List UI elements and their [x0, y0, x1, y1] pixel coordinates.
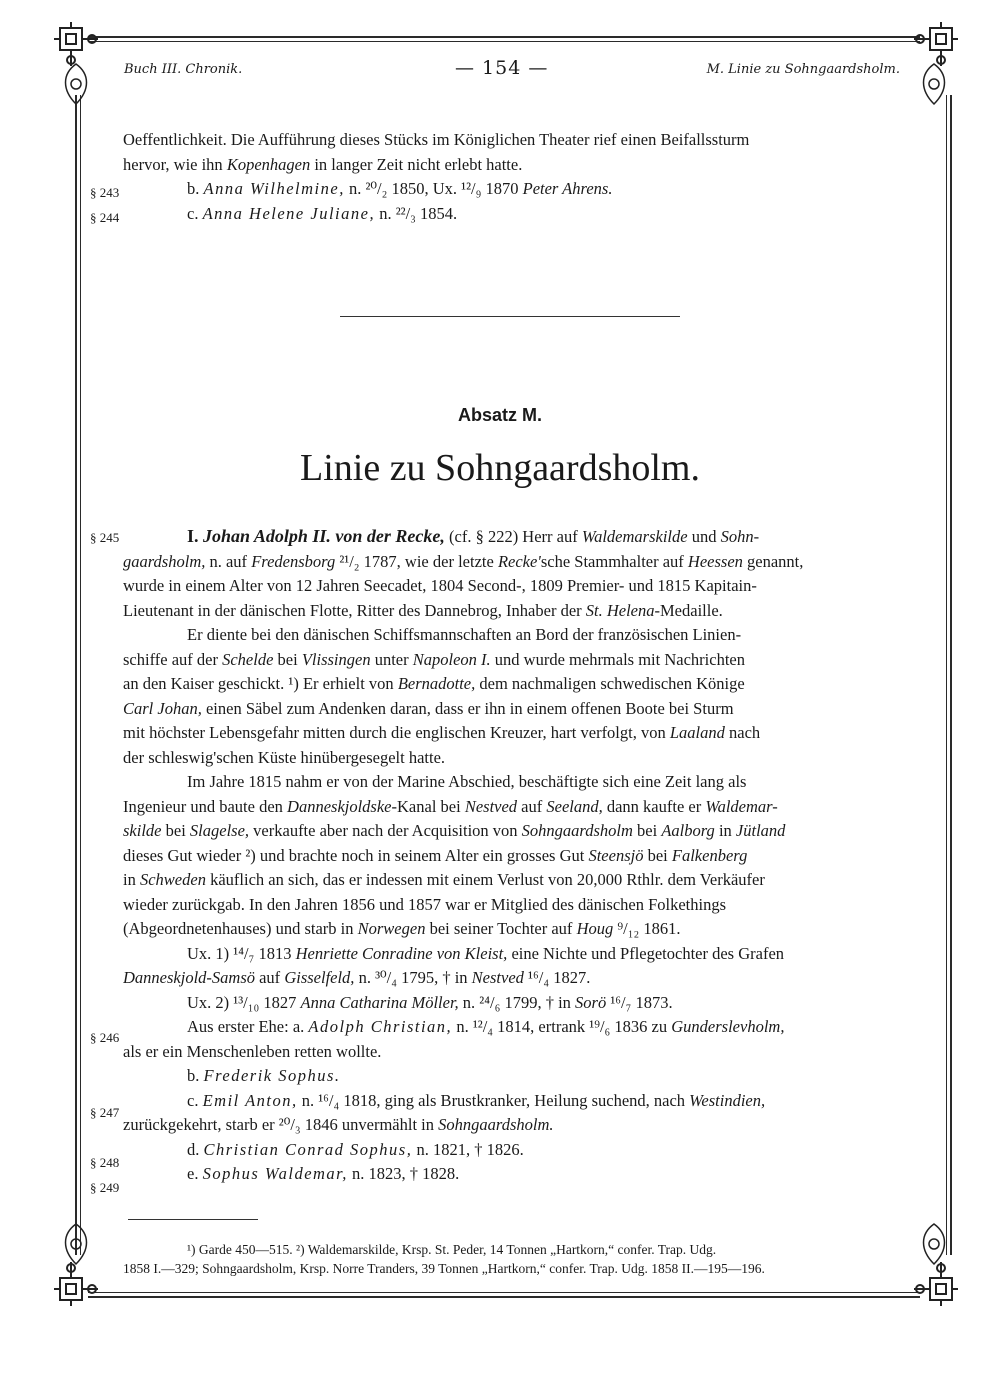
text-line: e. Sophus Waldemar, n. 1823, † 1828.: [187, 1164, 460, 1183]
text-line: der schleswig'schen Küste hinübergesegelt hatte.: [123, 747, 446, 767]
section-label: Absatz M.: [457, 405, 542, 425]
text-line: als er ein Menschenleben retten wollte.: [123, 1041, 382, 1061]
frame-right-line: [950, 95, 952, 1255]
text-line: wurde in einem Alter von 12 Jahren Seecadet, 1804 Second-, 1809 Premier- und 1815 Kapitain-: [123, 576, 757, 595]
side-ornament-right-bottom: [910, 1220, 958, 1268]
footnote-line: ¹) Garde 450—515. ²) Waldemarskilde, Krsp. St. Peder, 14 Tonnen „Hartkorn,“ confer. Trap. Udg.: [187, 1242, 717, 1257]
text-line: Ux. 2) ¹³/₁₀ 1827 Anna Catharina Möller, n. ²⁴/₆ 1799, † in Sorö ¹⁶/₇ 1873.: [187, 992, 673, 1012]
text-line: hervor, wie ihn Kopenhagen in langer Zeit nicht erlebt hatte.: [123, 154, 523, 174]
paragraph-number: § 243: [90, 185, 120, 200]
running-header-right: M. Linie zu Sohngaardsholm.: [706, 62, 900, 77]
section-divider: [340, 316, 680, 317]
paragraph-number: § 248: [90, 1155, 120, 1170]
frame-bottom-line: [88, 1296, 920, 1298]
text-line: Er diente bei den dänischen Schiffsmannschaften an Bord der französischen Linien-: [187, 625, 742, 644]
frame-right-line-inner: [946, 95, 947, 1255]
entry-244: c. Anna Helene Juliane, n. ²²/₃ 1854.: [187, 203, 458, 223]
text-line: (Abgeordnetenhauses) und starb in Norwegen bei seiner Tochter auf Houg ⁹/₁₂ 1861.: [123, 919, 681, 938]
text-line: wieder zurückgab. In den Jahren 1856 und 1857 war er Mitglied des dänischen Folkethings: [123, 894, 727, 914]
frame-top-line-inner: [88, 41, 920, 42]
text-line: gaardsholm, n. auf Fredensborg ²¹/₂ 1787, wie der letzte Recke'sche Stammhalter auf Heessen genannt,: [123, 551, 804, 571]
text-line: Ingenieur und baute den Danneskjoldske-Kanal bei Nestved auf Seeland, dann kaufte er Waldemar-: [123, 796, 778, 816]
paragraph-number: § 249: [90, 1180, 120, 1195]
text-line: d. Christian Conrad Sophus, n. 1821, † 1826.: [187, 1139, 524, 1159]
frame-bottom-line-inner: [88, 1292, 920, 1293]
side-ornament-right: [910, 60, 958, 108]
top-paragraph: [123, 128, 900, 226]
footnote-line: 1858 I.—329; Sohngaardsholm, Krsp. Norre Tranders, 39 Tonnen „Hartkorn,“ confer. Trap. Udg. 1858 II.—195—196.: [123, 1261, 765, 1276]
text-line: in Schweden käuflich an sich, das er indessen mit einem Verlust von 20,000 Rthlr. dem Verkäufer: [123, 870, 765, 889]
text-line: Oeffentlichkeit. Die Aufführung dieses Stücks im Königlichen Theater rief einen Beifallssturm: [123, 130, 750, 149]
frame-top-line: [88, 36, 920, 38]
frame-left-line-inner: [80, 95, 81, 1255]
text-line: Ux. 1) ¹⁴/₇ 1813 Henriette Conradine von Kleist, eine Nichte und Pflegetochter des Grafen: [187, 943, 785, 963]
section-title: Linie zu Sohngaardsholm.: [300, 447, 700, 489]
text-line: Im Jahre 1815 nahm er von der Marine Abschied, beschäftigte sich eine Zeit lang als: [187, 772, 747, 791]
text-line: Carl Johan, einen Säbel zum Andenken daran, dass er ihn in einem offenen Boote bei Sturm: [123, 698, 734, 718]
page-number: — 154 —: [455, 57, 549, 79]
text-line: schiffe auf der Schelde bei Vlissingen unter Napoleon I. und wurde mehrmals mit Nachrichten: [123, 649, 745, 669]
paragraph-number: § 246: [90, 1030, 120, 1045]
side-ornament-left: [52, 60, 100, 108]
text-line: zurückgekehrt, starb er ²⁰/₃ 1846 unvermählt in Sohngaardsholm.: [123, 1115, 554, 1134]
entry-243: b. Anna Wilhelmine, n. ²⁰/₂ 1850, Ux. ¹²/₉ 1870 Peter Ahrens.: [187, 179, 613, 198]
running-header-left: Buch III. Chronik.: [124, 62, 243, 77]
footnote-rule: [128, 1219, 258, 1220]
footnotes: [123, 1240, 900, 1278]
text-line: Danneskjold-Samsö auf Gisselfeld, n. ³⁰/₄ 1795, † in Nestved ¹⁶/₄ 1827.: [123, 968, 591, 987]
text-line: an den Kaiser geschickt. ¹) Er erhielt von Bernadotte, dem nachmaligen schwedischen Könige: [123, 674, 745, 693]
text-line: skilde bei Slagelse, verkaufte aber nach der Acquisition von Sohngaardsholm bei Aalborg in Jütland: [123, 821, 786, 840]
main-body: [123, 524, 900, 1187]
paragraph-number: § 247: [90, 1105, 120, 1120]
paragraph-number: § 245: [90, 530, 120, 545]
text-line: mit höchster Lebensgefahr mitten durch die englischen Kreuzer, hart verfolgt, von Laaland nach: [123, 723, 761, 742]
text-line: c. Emil Anton, n. ¹⁶/₄ 1818, ging als Brustkranker, Heilung suchend, nach Westindien,: [187, 1090, 766, 1110]
side-ornament-left-bottom: [52, 1220, 100, 1268]
text-line: dieses Gut wieder ²) und brachte noch in seinem Alter ein grosses Gut Steensjö bei Falkenberg: [123, 845, 748, 865]
text-line: Aus erster Ehe: a. Adolph Christian, n. ¹²/₄ 1814, ertrank ¹⁹/₆ 1836 zu Gunderslevholm,: [187, 1017, 785, 1036]
frame-left-line: [75, 95, 77, 1255]
paragraph-number: § 244: [90, 210, 120, 225]
text-line: I. Johan Adolph II. von der Recke, (cf. § 222) Herr auf Waldemarskilde und Sohn-: [187, 526, 760, 546]
text-line: b. Frederik Sophus.: [187, 1066, 341, 1085]
text-line: Lieutenant in der dänischen Flotte, Ritter des Dannebrog, Inhaber der St. Helena-Medaille.: [123, 600, 723, 620]
